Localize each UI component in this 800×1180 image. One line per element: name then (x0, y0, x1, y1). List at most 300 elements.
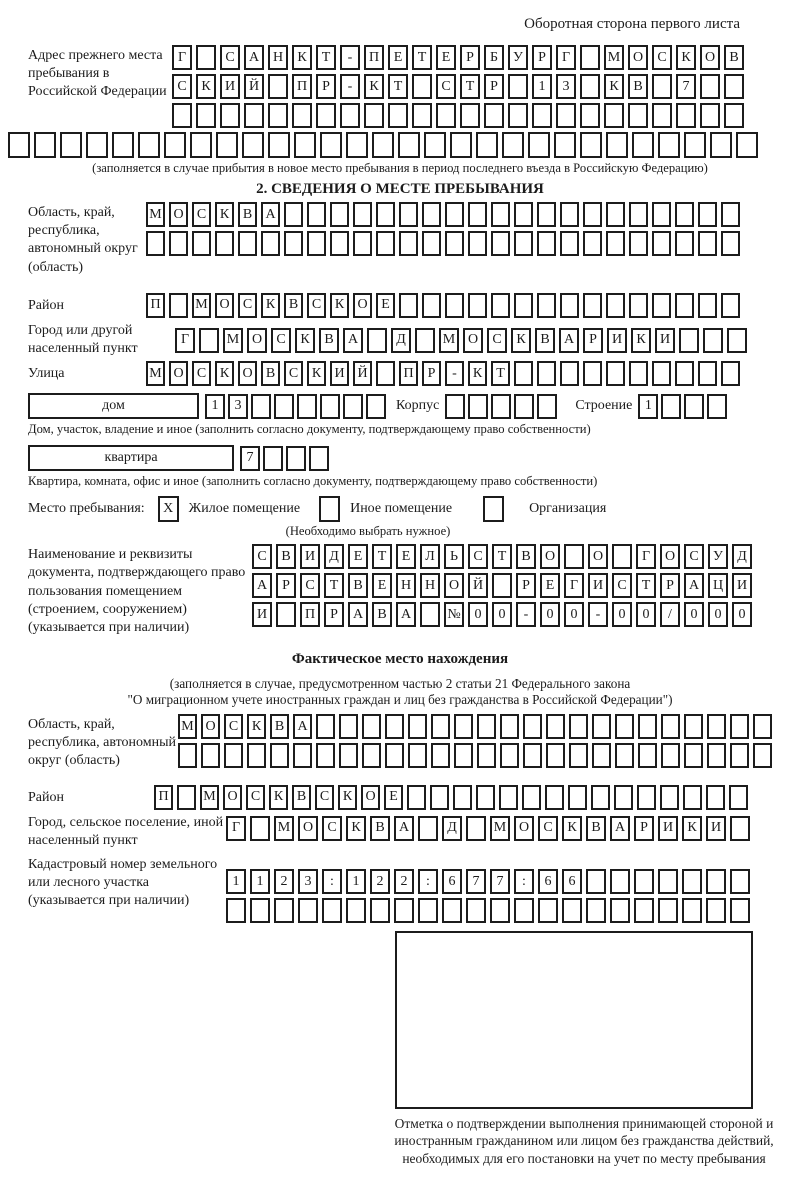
char-cell: 6 (562, 869, 582, 894)
prev-address-row-1 (172, 45, 744, 70)
char-cell (316, 103, 336, 128)
char-cell: У (708, 544, 728, 569)
char-cell (284, 231, 303, 256)
char-cell (583, 202, 602, 227)
char-cell: Л (420, 544, 440, 569)
char-cell: В (628, 74, 648, 99)
char-cell (682, 898, 702, 923)
char-cell: - (445, 361, 464, 386)
char-cell (353, 231, 372, 256)
actual-location-subtitle-1: (заполняется в случае, предусмотренном частью 2 статьи 21 Федерального закона (169, 676, 631, 692)
char-cell: С (192, 361, 211, 386)
char-cell: И (732, 573, 752, 598)
char-cell: А (244, 45, 264, 70)
char-cell: 6 (442, 869, 462, 894)
char-cell: С (238, 293, 257, 318)
char-cell (560, 231, 579, 256)
char-cell (684, 132, 706, 158)
stay-type-organization-label: Организация (529, 501, 607, 517)
char-cell (372, 132, 394, 158)
char-cell: О (238, 361, 257, 386)
char-cell (580, 132, 602, 158)
char-cell (583, 361, 602, 386)
char-cell (724, 103, 744, 128)
char-cell (591, 785, 610, 810)
char-cell (454, 743, 473, 768)
char-cell (562, 898, 582, 923)
char-cell (546, 714, 565, 739)
char-cell: А (610, 816, 630, 841)
char-cell: В (535, 328, 555, 353)
char-cell (220, 103, 240, 128)
char-cell (196, 45, 216, 70)
char-cell: В (284, 293, 303, 318)
char-cell (606, 231, 625, 256)
char-cell: В (370, 816, 390, 841)
char-cell: Р (324, 602, 344, 627)
char-cell: К (215, 361, 234, 386)
char-cell (286, 446, 306, 471)
char-cell (502, 132, 524, 158)
char-cell: К (261, 293, 280, 318)
char-cell (270, 743, 289, 768)
char-cell (399, 202, 418, 227)
char-cell: 0 (540, 602, 560, 627)
char-cell (316, 714, 335, 739)
char-cell: Й (468, 573, 488, 598)
char-cell (629, 361, 648, 386)
char-cell: Е (396, 544, 416, 569)
char-cell (293, 743, 312, 768)
char-cell: Т (460, 74, 480, 99)
char-cell: К (562, 816, 582, 841)
char-cell (523, 714, 542, 739)
char-cell: С (436, 74, 456, 99)
char-cell (86, 132, 108, 158)
char-cell (682, 869, 702, 894)
char-cell: О (463, 328, 483, 353)
char-cell: 2 (274, 869, 294, 894)
char-cell (508, 74, 528, 99)
char-cell (658, 898, 678, 923)
char-cell (339, 714, 358, 739)
char-cell (652, 231, 671, 256)
char-cell: А (252, 573, 272, 598)
char-cell (238, 231, 257, 256)
char-cell: 1 (638, 394, 658, 419)
stay-type-other-label: Иное помещение (350, 501, 453, 517)
char-cell: Т (324, 573, 344, 598)
char-cell: П (364, 45, 384, 70)
char-cell: В (372, 602, 392, 627)
char-cell (698, 231, 717, 256)
house-section (28, 393, 772, 419)
al-district-label: Район (28, 789, 64, 805)
char-cell: С (246, 785, 265, 810)
char-cell: 1 (205, 394, 225, 419)
char-cell (592, 714, 611, 739)
char-cell (247, 743, 266, 768)
char-cell (634, 869, 654, 894)
char-cell (294, 132, 316, 158)
char-cell (721, 361, 740, 386)
char-cell: О (540, 544, 560, 569)
char-cell: В (319, 328, 339, 353)
char-cell (362, 743, 381, 768)
char-cell: Г (175, 328, 195, 353)
char-cell (660, 785, 679, 810)
char-cell (606, 132, 628, 158)
stay-type-residential-checkbox: X (158, 496, 179, 522)
region-section (28, 202, 772, 277)
house-number-row (205, 394, 386, 419)
char-cell: Г (636, 544, 656, 569)
char-cell: К (604, 74, 624, 99)
char-cell: К (676, 45, 696, 70)
al-city-label: Город, сельское поселение, иной населенный пункт (28, 814, 224, 848)
char-cell (408, 743, 427, 768)
char-cell (721, 202, 740, 227)
prev-address-label: Адрес прежнего места пребывания в Российской Федерации (28, 48, 167, 100)
char-cell (634, 898, 654, 923)
char-cell: И (252, 602, 272, 627)
al-city-section (28, 814, 772, 850)
char-cell (592, 743, 611, 768)
char-cell (753, 714, 772, 739)
char-cell: С (487, 328, 507, 353)
char-cell (250, 816, 270, 841)
char-cell: О (660, 544, 680, 569)
char-cell: 1 (532, 74, 552, 99)
char-cell: О (169, 202, 188, 227)
char-cell: Й (244, 74, 264, 99)
char-cell: К (682, 816, 702, 841)
registration-stamp-area (395, 931, 753, 1109)
char-cell (436, 103, 456, 128)
char-cell: С (322, 816, 342, 841)
al-region-row-2 (178, 743, 772, 768)
char-cell (606, 202, 625, 227)
char-cell (554, 132, 576, 158)
char-cell (453, 785, 472, 810)
char-cell: - (588, 602, 608, 627)
char-cell: 0 (732, 602, 752, 627)
char-cell: 3 (298, 869, 318, 894)
char-cell: Т (412, 45, 432, 70)
char-cell (226, 898, 246, 923)
char-cell (430, 785, 449, 810)
char-cell: М (274, 816, 294, 841)
char-cell: Т (388, 74, 408, 99)
char-cell: 0 (564, 602, 584, 627)
char-cell: Р (276, 573, 296, 598)
char-cell (491, 202, 510, 227)
house-note: Дом, участок, владение и иное (заполнить согласно документу, подтверждающему право собственности) (28, 422, 591, 437)
char-cell (367, 328, 387, 353)
char-cell (727, 328, 747, 353)
char-cell: Е (348, 544, 368, 569)
char-cell (652, 202, 671, 227)
char-cell: 0 (612, 602, 632, 627)
prev-address-row-2 (172, 74, 744, 99)
char-cell (537, 394, 557, 419)
char-cell (586, 898, 606, 923)
char-cell: Д (324, 544, 344, 569)
actual-location-subtitle-2: "О миграционном учете иностранных граждан и лиц без гражданства в Российской Федерации") (127, 692, 673, 708)
house-box-label: дом (28, 393, 199, 419)
char-cell (274, 394, 294, 419)
stroenie-row (638, 394, 727, 419)
apartment-section (28, 445, 772, 471)
char-cell: К (292, 45, 312, 70)
char-cell: С (684, 544, 704, 569)
char-cell (514, 202, 533, 227)
char-cell (606, 361, 625, 386)
char-cell (292, 103, 312, 128)
char-cell (730, 743, 749, 768)
char-cell (454, 714, 473, 739)
char-cell (370, 898, 390, 923)
char-cell: 3 (228, 394, 248, 419)
char-cell: И (588, 573, 608, 598)
char-cell (629, 202, 648, 227)
char-cell: Т (372, 544, 392, 569)
char-cell (164, 132, 186, 158)
char-cell: 7 (676, 74, 696, 99)
char-cell (604, 103, 624, 128)
char-cell: П (300, 602, 320, 627)
char-cell (532, 103, 552, 128)
char-cell (661, 714, 680, 739)
char-cell (568, 785, 587, 810)
char-cell: К (269, 785, 288, 810)
char-cell: П (292, 74, 312, 99)
char-cell: 1 (346, 869, 366, 894)
char-cell (274, 898, 294, 923)
char-cell: А (293, 714, 312, 739)
char-cell (476, 132, 498, 158)
char-cell (707, 743, 726, 768)
char-cell (431, 743, 450, 768)
al-region-section (28, 714, 772, 771)
char-cell: Е (436, 45, 456, 70)
char-cell: И (658, 816, 678, 841)
char-cell (684, 743, 703, 768)
char-cell: М (223, 328, 243, 353)
apartment-box-label: квартира (28, 445, 234, 471)
char-cell (399, 293, 418, 318)
char-cell (468, 293, 487, 318)
page-side-note: Оборотная сторона первого листа (524, 16, 740, 32)
char-cell: - (516, 602, 536, 627)
char-cell: М (192, 293, 211, 318)
char-cell (514, 361, 533, 386)
char-cell: К (215, 202, 234, 227)
char-cell (583, 293, 602, 318)
char-cell (466, 816, 486, 841)
char-cell (537, 293, 556, 318)
char-cell: В (292, 785, 311, 810)
cadastre-label: Кадастровый номер земельного или лесного участка (указывается при наличии) (28, 857, 218, 909)
char-cell: А (396, 602, 416, 627)
char-cell (445, 231, 464, 256)
char-cell (629, 293, 648, 318)
char-cell: С (538, 816, 558, 841)
char-cell: К (247, 714, 266, 739)
district-section (28, 293, 772, 318)
char-cell (706, 869, 726, 894)
char-cell (244, 103, 264, 128)
char-cell (330, 231, 349, 256)
stay-type-other-checkbox (319, 496, 340, 522)
char-cell: Е (388, 45, 408, 70)
stay-type-section (28, 496, 772, 522)
char-cell: Р (316, 74, 336, 99)
char-cell (394, 898, 414, 923)
char-cell: 7 (490, 869, 510, 894)
char-cell (698, 202, 717, 227)
char-cell: 0 (468, 602, 488, 627)
char-cell: 7 (466, 869, 486, 894)
char-cell (698, 361, 717, 386)
char-cell (276, 602, 296, 627)
char-cell (637, 785, 656, 810)
char-cell: А (394, 816, 414, 841)
char-cell (679, 328, 699, 353)
char-cell (468, 231, 487, 256)
region-row-1 (146, 202, 740, 227)
prev-address-row-3 (172, 103, 744, 128)
city-row (175, 328, 747, 353)
doc-right-row-1 (252, 544, 752, 569)
char-cell (412, 74, 432, 99)
char-cell (216, 132, 238, 158)
char-cell (343, 394, 363, 419)
char-cell: К (196, 74, 216, 99)
char-cell: В (261, 361, 280, 386)
char-cell: С (284, 361, 303, 386)
char-cell (514, 394, 534, 419)
char-cell: Г (172, 45, 192, 70)
stay-type-note: (Необходимо выбрать нужное) (285, 524, 451, 539)
char-cell: Р (484, 74, 504, 99)
char-cell (500, 743, 519, 768)
char-cell: О (514, 816, 534, 841)
section2-title: 2. СВЕДЕНИЯ О МЕСТЕ ПРЕБЫВАНИЯ (256, 181, 544, 197)
char-cell: И (220, 74, 240, 99)
char-cell (560, 361, 579, 386)
char-cell: Г (226, 816, 246, 841)
char-cell: Н (268, 45, 288, 70)
char-cell (537, 231, 556, 256)
char-cell (615, 714, 634, 739)
char-cell (297, 394, 317, 419)
city-label: Город или другой населенный пункт (28, 322, 138, 356)
char-cell (422, 231, 441, 256)
prev-address-row-4 (8, 132, 772, 158)
char-cell (169, 293, 188, 318)
char-cell (707, 714, 726, 739)
char-cell (215, 231, 234, 256)
char-cell (546, 743, 565, 768)
char-cell: 1 (250, 869, 270, 894)
char-cell: И (330, 361, 349, 386)
char-cell: Д (732, 544, 752, 569)
char-cell: 6 (538, 869, 558, 894)
char-cell (408, 714, 427, 739)
region-row-2 (146, 231, 740, 256)
char-cell: В (348, 573, 368, 598)
char-cell (700, 103, 720, 128)
char-cell (730, 869, 750, 894)
char-cell: К (346, 816, 366, 841)
char-cell: - (340, 45, 360, 70)
char-cell: С (468, 544, 488, 569)
char-cell (658, 869, 678, 894)
al-city-row (226, 816, 750, 841)
char-cell (34, 132, 56, 158)
char-cell: Р (516, 573, 536, 598)
char-cell (112, 132, 134, 158)
char-cell (346, 132, 368, 158)
char-cell: 7 (240, 446, 260, 471)
char-cell: : (514, 869, 534, 894)
char-cell: Й (353, 361, 372, 386)
char-cell: Е (384, 785, 403, 810)
al-region-row-1 (178, 714, 772, 739)
char-cell: О (628, 45, 648, 70)
apartment-number-row (240, 446, 329, 471)
char-cell: О (247, 328, 267, 353)
street-section (28, 361, 772, 386)
char-cell: М (146, 361, 165, 386)
char-cell (320, 132, 342, 158)
char-cell: О (223, 785, 242, 810)
char-cell (224, 743, 243, 768)
char-cell (514, 231, 533, 256)
char-cell: : (322, 869, 342, 894)
prev-address-note: (заполняется в случае прибытия в новое место пребывания в период последнего въезда в Российскую Федерацию) (92, 161, 708, 175)
char-cell (583, 231, 602, 256)
char-cell (422, 202, 441, 227)
char-cell (721, 231, 740, 256)
prev-address-section (28, 45, 772, 128)
char-cell (362, 714, 381, 739)
char-cell: П (399, 361, 418, 386)
char-cell (514, 293, 533, 318)
char-cell: В (276, 544, 296, 569)
stroenie-label: Строение (575, 398, 633, 414)
char-cell (424, 132, 446, 158)
char-cell (316, 743, 335, 768)
char-cell (560, 293, 579, 318)
char-cell: Д (391, 328, 411, 353)
char-cell (346, 898, 366, 923)
char-cell: Е (540, 573, 560, 598)
char-cell: 3 (556, 74, 576, 99)
char-cell: М (200, 785, 219, 810)
char-cell (683, 785, 702, 810)
char-cell (388, 103, 408, 128)
char-cell: Н (396, 573, 416, 598)
char-cell (442, 898, 462, 923)
char-cell (675, 231, 694, 256)
char-cell (675, 361, 694, 386)
char-cell (468, 202, 487, 227)
char-cell: В (270, 714, 289, 739)
char-cell (330, 202, 349, 227)
char-cell: П (154, 785, 173, 810)
